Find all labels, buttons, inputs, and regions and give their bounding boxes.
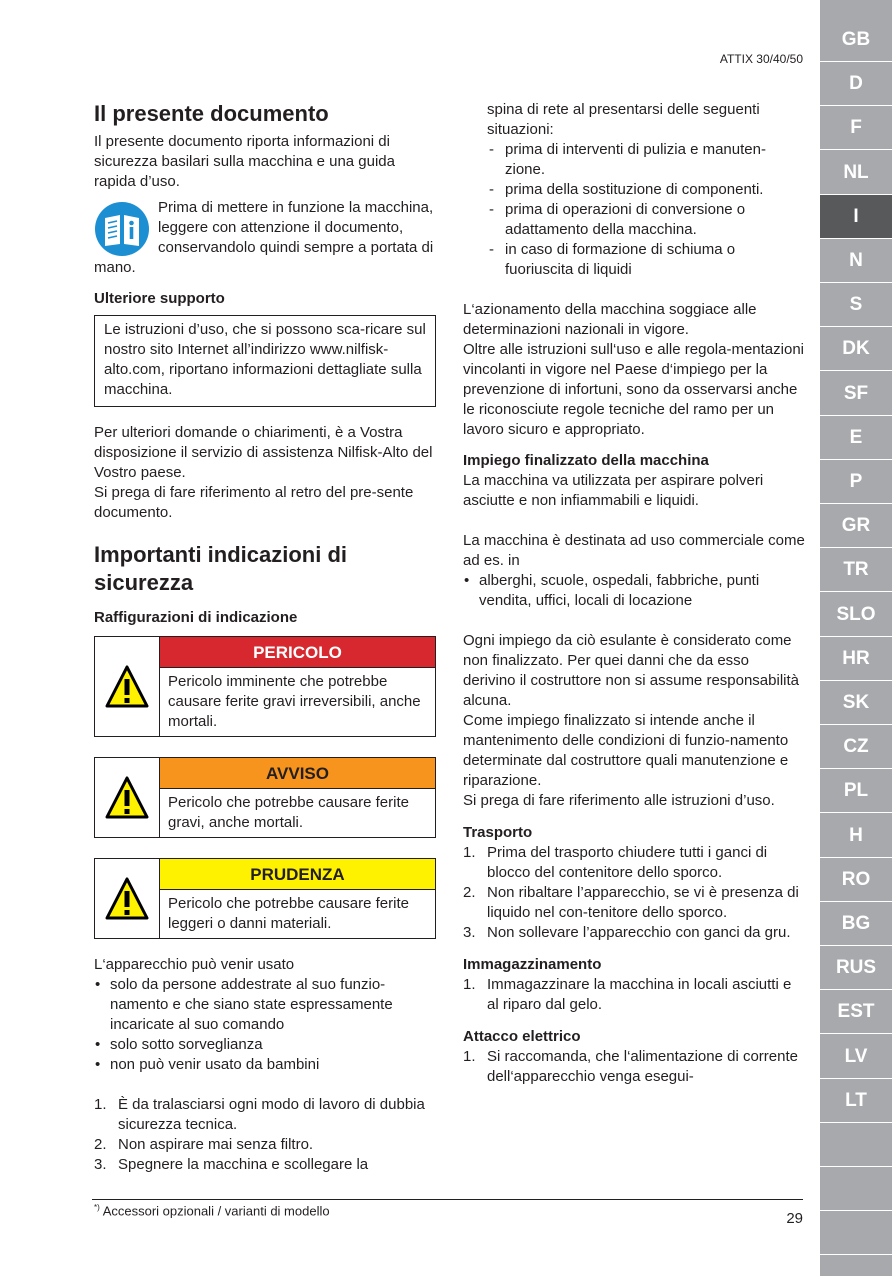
maintenance-text: Come impiego finalizzato si intende anche il mantenimento delle condizioni di funzio-namento determinate dal costruttore quali manutenzione e riparazione. <box>463 712 789 789</box>
intended-use-text: La macchina va utilizzata per aspirare polveri asciutte e non infiammabili e liquidi. <box>463 472 764 509</box>
danger-box <box>94 636 436 737</box>
language-tab-i[interactable]: I <box>820 195 892 239</box>
language-tab-slo[interactable]: SLO <box>820 593 892 637</box>
language-tab-gr[interactable]: GR <box>820 504 892 548</box>
danger-label: PERICOLO <box>160 637 435 668</box>
language-tab-nl[interactable]: NL <box>820 151 892 195</box>
footnote-text: Accessori opzionali / varianti di modello <box>102 1203 330 1219</box>
rules-list <box>94 1095 436 1175</box>
storage-heading: Immagazzinamento <box>463 956 602 973</box>
language-tab-sk[interactable]: SK <box>820 681 892 725</box>
language-tab-tr[interactable]: TR <box>820 548 892 592</box>
right-column <box>463 100 805 1087</box>
language-tab-bg[interactable]: BG <box>820 902 892 946</box>
language-tab-lt[interactable]: LT <box>820 1079 892 1123</box>
electrical-list <box>463 1047 805 1087</box>
language-tab-ro[interactable]: RO <box>820 858 892 902</box>
usage-list <box>94 975 436 1075</box>
list-item: - in caso di formazione di schiuma o fuoriuscita di liquidi <box>489 241 736 278</box>
list-item: 3. Spegnere la macchina e scollegare la <box>94 1156 369 1173</box>
warning-triangle-icon <box>105 775 149 821</box>
commercial-use-text: La macchina è destinata ad uso commerciale come ad es. in <box>463 532 805 569</box>
list-item: 1. È da tralasciarsi ogni modo di lavoro di dubbia sicurezza tecnica. <box>94 1096 425 1133</box>
regulations-text-2: Oltre alle istruzioni sull‘uso e alle regola-mentazioni vincolanti in vigore nel Paese d‘impiego per la prevenzione di infortuni, sono da osservarsi anche le riconosciute regole tecniche del ramo per un lavoro sicuro e appropriato. <box>463 341 804 438</box>
model-label: ATTIX 30/40/50 <box>719 52 803 66</box>
list-item: 2. Non aspirare mai senza filtro. <box>94 1136 314 1153</box>
rule-3-continuation: spina di rete al presentarsi delle seguenti situazioni: <box>487 101 760 138</box>
warning-triangle-icon <box>105 876 149 922</box>
list-item: • solo da persone addestrate al suo funzio-namento e che siano state espressamente incaricate al suo comando <box>95 976 393 1033</box>
list-item: 1. Si raccomanda, che l‘alimentazione di corrente dell‘apparecchio venga esegui- <box>463 1048 798 1085</box>
storage-list <box>463 975 805 1015</box>
language-tab-rus[interactable]: RUS <box>820 946 892 990</box>
caution-label: PRUDENZA <box>160 859 435 890</box>
usage-intro: L‘apparecchio può venir usato <box>94 956 295 973</box>
language-tab-cz[interactable]: CZ <box>820 725 892 769</box>
language-tab-f[interactable]: F <box>820 106 892 150</box>
footnote-mark: *) <box>94 1203 100 1212</box>
list-item: - prima della sostituzione di componenti. <box>489 181 764 198</box>
signs-heading: Raffigurazioni di indicazione <box>94 609 298 626</box>
list-item: 1. Prima del trasporto chiudere tutti i ganci di blocco del contenitore dello sporco. <box>463 844 768 881</box>
language-tab-h[interactable]: H <box>820 814 892 858</box>
language-tab-dk[interactable]: DK <box>820 327 892 371</box>
language-tab-empty <box>820 1167 892 1211</box>
safety-title: Importanti indicazioni di sicurezza <box>94 542 347 595</box>
list-item: • solo sotto sorveglianza <box>95 1036 263 1053</box>
warning-label: AVVISO <box>160 758 435 789</box>
warning-triangle-icon <box>105 664 149 710</box>
intended-use-heading: Impiego finalizzato della macchina <box>463 452 709 469</box>
list-item: 3. Non sollevare l’apparecchio con ganci da gru. <box>463 924 791 941</box>
language-tab-s[interactable]: S <box>820 283 892 327</box>
regulations-text: L‘azionamento della macchina soggiace alle determinazioni nazionali in vigore. <box>463 301 757 338</box>
list-item: 1. Immagazzinare la macchina in locali asciutti e al riparo dal gelo. <box>463 976 792 1013</box>
page-number: 29 <box>786 1210 803 1227</box>
list-item: - prima di operazioni di conversione o adattamento della macchina. <box>489 201 746 238</box>
read-manual-text: Prima di mettere in funzione la macchina, leggere con attenzione il documento, conservandolo quindi sempre a portata di mano. <box>94 199 434 276</box>
warning-text: Pericolo che potrebbe causare ferite gravi, anche mortali. <box>168 794 409 831</box>
language-tab-pl[interactable]: PL <box>820 769 892 813</box>
misuse-text: Ogni impiego da ciò esulante è considerato come non finalizzato. Per quei danni che da esso derivino il costruttore non si assume responsabilità alcuna. <box>463 632 799 709</box>
support-box-text: Le istruzioni d’uso, che si possono sca-ricare sul nostro sito Internet all’indirizzo www.nilfisk-alto.com, riportano informazioni dettagliate sulla macchina. <box>104 321 426 398</box>
language-tab-sf[interactable]: SF <box>820 372 892 416</box>
language-tab-gb[interactable]: GB <box>820 18 892 62</box>
situations-list <box>463 140 805 280</box>
document-intro: Il presente documento riporta informazioni di sicurezza basilari sulla macchina e una guida rapida d’uso. <box>94 133 395 190</box>
language-tab-n[interactable]: N <box>820 239 892 283</box>
list-item: - prima di interventi di pulizia e manuten-zione. <box>489 141 766 178</box>
transport-list <box>463 843 805 943</box>
language-tab-d[interactable]: D <box>820 62 892 106</box>
list-item: • non può venir usato da bambini <box>95 1056 320 1073</box>
caution-text: Pericolo che potrebbe causare ferite leggeri o danni materiali. <box>168 895 409 932</box>
language-sidebar <box>820 0 892 1276</box>
language-tab-empty <box>820 1123 892 1167</box>
footer-divider <box>92 1199 803 1200</box>
caution-box <box>94 858 436 939</box>
language-tab-empty <box>820 1211 892 1255</box>
footnote <box>94 1203 330 1218</box>
electrical-heading: Attacco elettrico <box>463 1028 581 1045</box>
language-tab-e[interactable]: E <box>820 416 892 460</box>
danger-text: Pericolo imminente che potrebbe causare ferite gravi irreversibili, anche mortali. <box>168 673 421 730</box>
document-title: Il presente documento <box>94 101 329 126</box>
read-manual-icon <box>94 200 150 258</box>
read-manual-notice <box>94 198 436 278</box>
warning-box <box>94 757 436 838</box>
service-reference: Si prega di fare riferimento al retro del pre-sente documento. <box>94 484 414 521</box>
support-box <box>94 315 436 407</box>
language-tab-est[interactable]: EST <box>820 990 892 1034</box>
commercial-list <box>463 571 805 611</box>
service-text: Per ulteriori domande o chiarimenti, è a Vostra disposizione il servizio di assistenza Nilfisk-Alto del Vostro paese. <box>94 424 433 481</box>
left-column <box>94 100 436 1175</box>
transport-heading: Trasporto <box>463 824 533 841</box>
language-tab-hr[interactable]: HR <box>820 637 892 681</box>
language-tab-lv[interactable]: LV <box>820 1035 892 1079</box>
language-tab-p[interactable]: P <box>820 460 892 504</box>
list-item: 2. Non ribaltare l’apparecchio, se vi è presenza di liquido nel con-tenitore dello sporco. <box>463 884 799 921</box>
support-heading: Ulteriore supporto <box>94 290 225 307</box>
manual-reference: Si prega di fare riferimento alle istruzioni d’uso. <box>463 792 775 809</box>
list-item: • alberghi, scuole, ospedali, fabbriche, punti vendita, uffici, locali di locazione <box>464 572 760 609</box>
